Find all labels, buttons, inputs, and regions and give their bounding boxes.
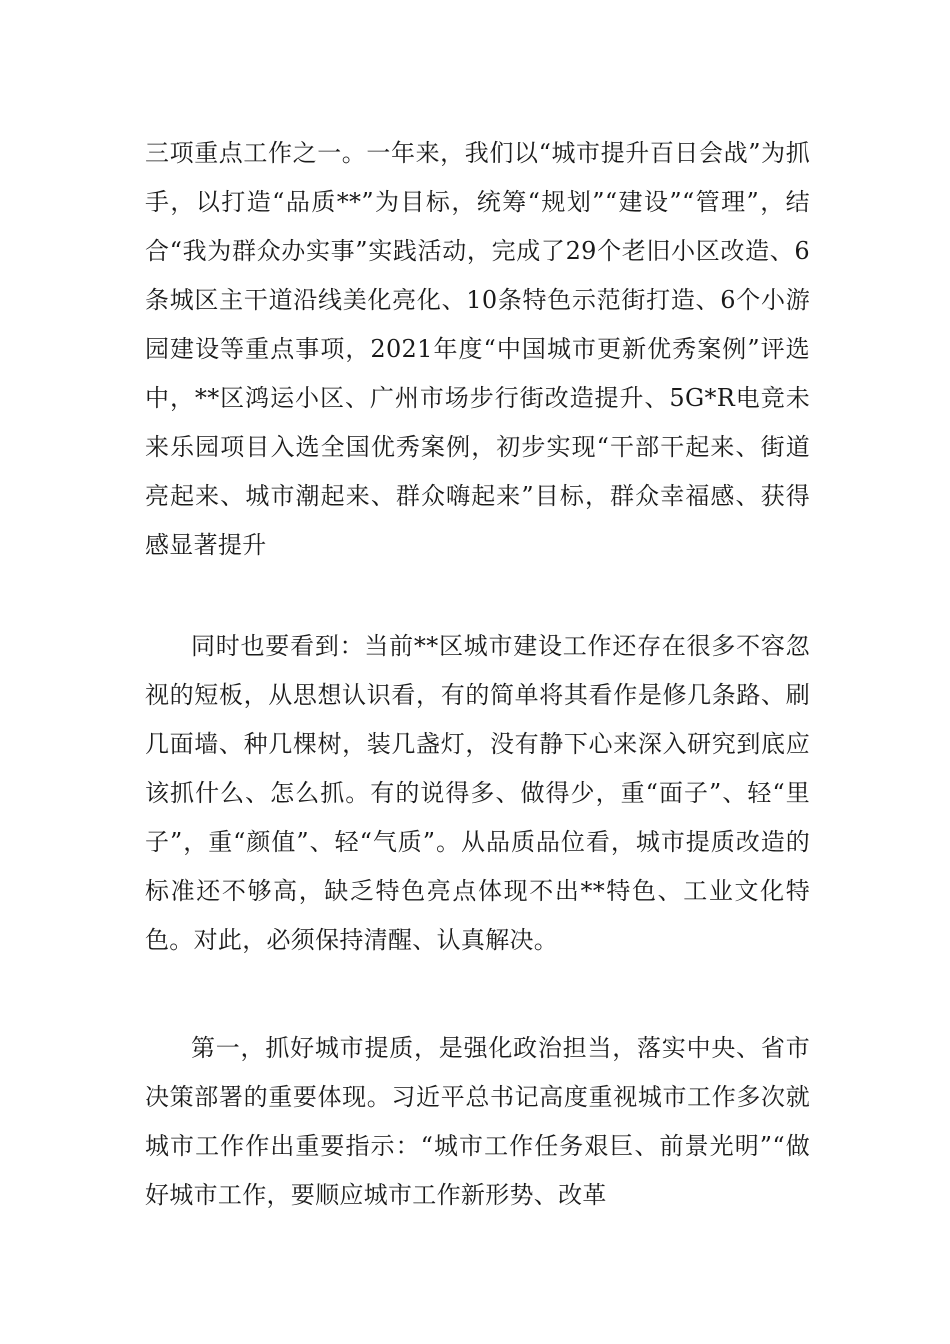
paragraph-shortcomings: 同时也要看到：当前**区城市建设工作还存在很多不容忽视的短板，从思想认识看，有的简单将其看作是修几条路、刷几面墙、种几棵树，装几盏灯，没有静下心来深入研究到底应该抓什么、怎么抓。有的说得多、做得少，重“面子”、轻“里子”，重“颜值”、轻“气质”。从品质品位看，城市提质改造的标准还不够高，缺乏特色亮点体现不出**特色、工业文化特色。对此，必须保持清醒、认真解决。 bbox=[145, 632, 810, 954]
paragraph-continuation: 三项重点工作之一。一年来，我们以“城市提升百日会战”为抓手，以打造“品质**”为目标，统筹“规划”“建设”“管理”，结合“我为群众办实事”实践活动，完成了29个老旧小区改造、6条城区主干道沿线美化亮化、10条特色示范街打造、6个小游园建设等重点事项，2021年度“中国城市更新优秀案例”评选中，**区鸿运小区、广州市场步行街改造提升、5G*R电竞未来乐园项目入选全国优秀案例，初步实现“干部干起来、街道亮起来、城市潮起来、群众嗨起来”目标，群众幸福感、获得感显著提升 bbox=[145, 139, 810, 559]
paragraph-first-point: 第一，抓好城市提质，是强化政治担当，落实中央、省市决策部署的重要体现。习近平总书记高度重视城市工作多次就城市工作作出重要指示：“城市工作任务艰巨、前景光明”“做好城市工作，要顺应城市工作新形势、改革 bbox=[145, 1034, 810, 1209]
